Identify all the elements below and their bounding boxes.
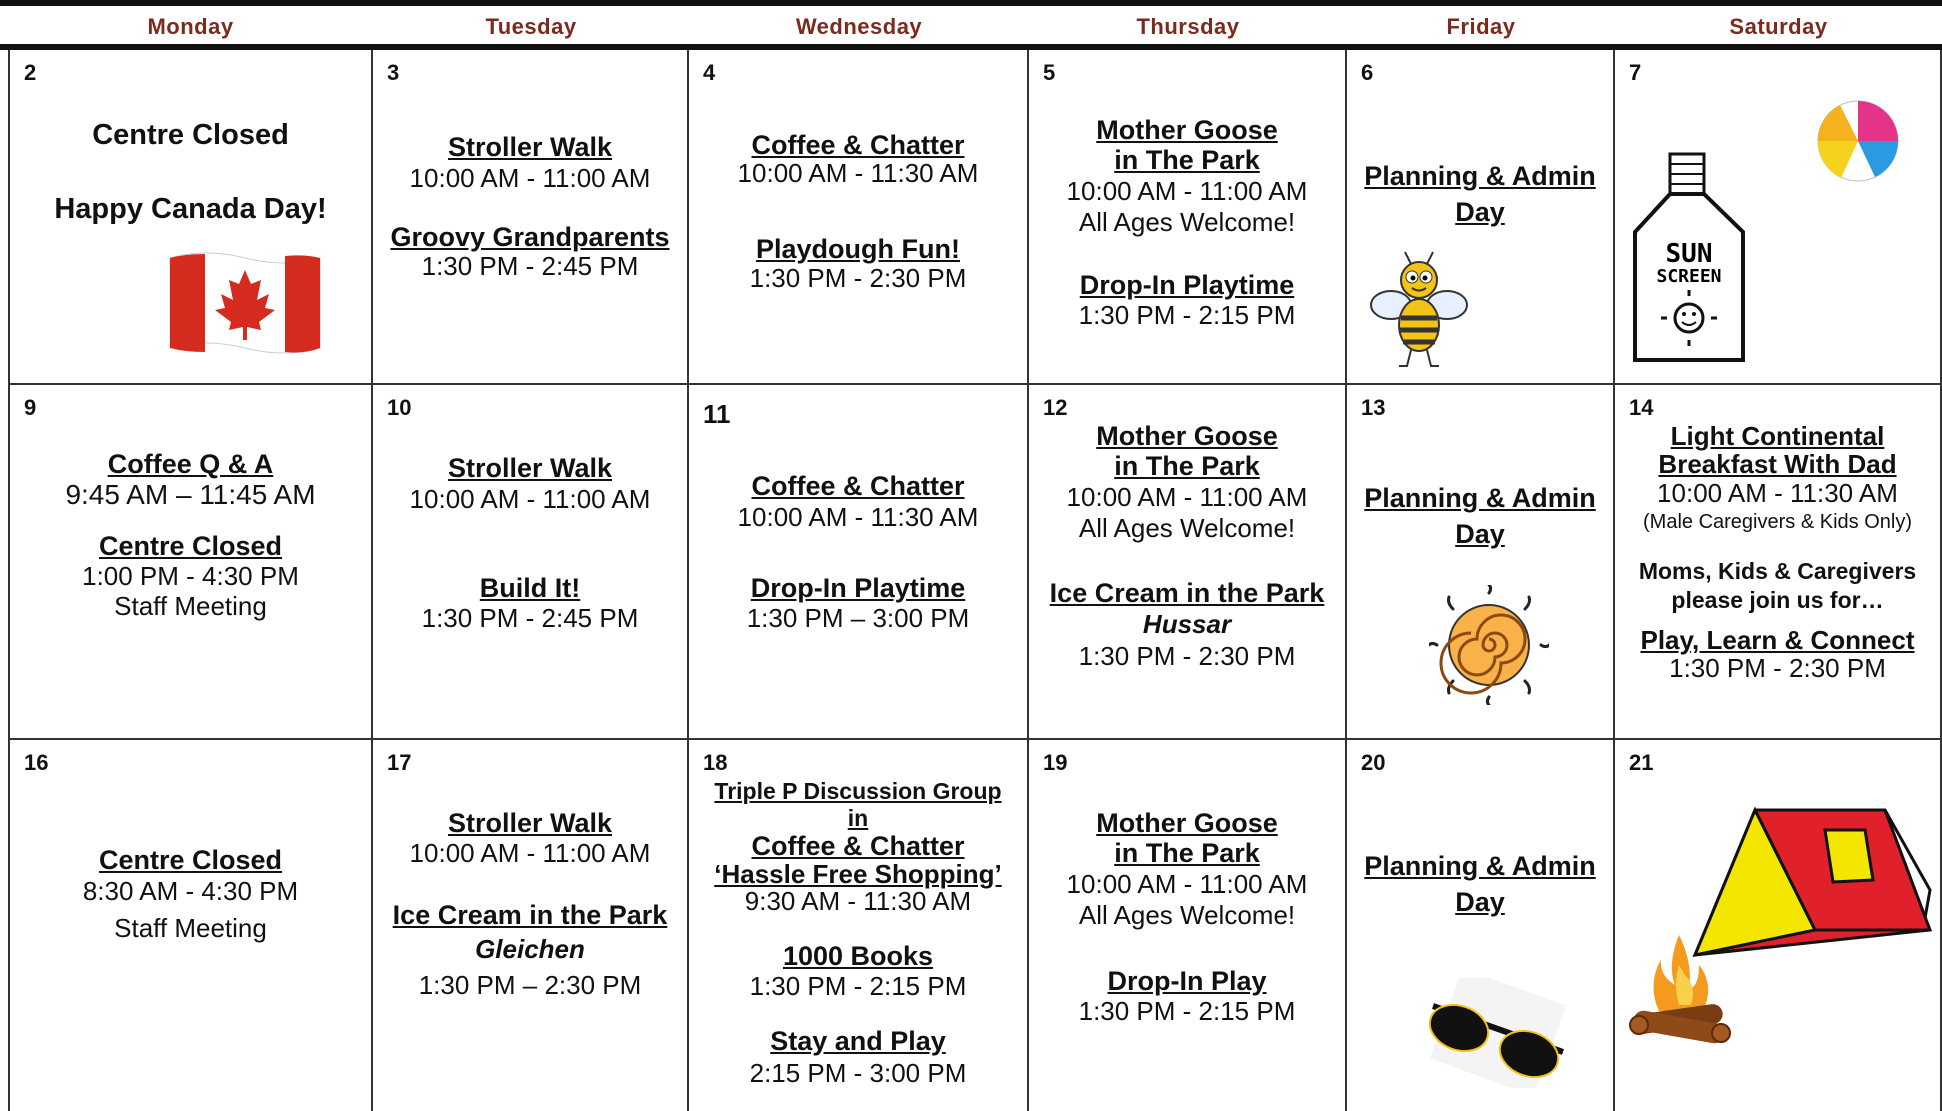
date-number: 6: [1361, 60, 1374, 85]
event-title: Day: [1455, 519, 1505, 549]
event-time: 10:00 AM - 11:30 AM: [737, 502, 979, 532]
weekday-saturday: Saturday: [1729, 14, 1828, 39]
sunglasses-icon: [1423, 978, 1573, 1088]
day-cell-21: [1615, 740, 1942, 1111]
day-cell-17: [373, 740, 689, 1111]
date-number: 14: [1629, 395, 1654, 420]
event-time: 1:30 PM - 2:45 PM: [421, 251, 639, 281]
day-cell-14: [1615, 385, 1942, 740]
date-number: 21: [1629, 750, 1654, 775]
event-time: 1:30 PM - 2:30 PM: [1078, 641, 1296, 671]
event-title: Coffee & Chatter: [751, 471, 965, 501]
event-location: Gleichen: [475, 934, 585, 964]
day-cell-11: [689, 385, 1029, 740]
event-title: Build It!: [479, 573, 581, 603]
event-time: 1:30 PM - 2:15 PM: [1078, 996, 1296, 1026]
event-title: Centre Closed: [98, 531, 283, 561]
event-title: Centre Closed: [92, 119, 289, 151]
event-title: Triple P Discussion Group: [714, 778, 1002, 804]
day-cell-2: [8, 50, 373, 385]
weekday-wednesday: Wednesday: [795, 14, 923, 39]
day-cell-20: [1347, 740, 1615, 1111]
date-number: 2: [24, 60, 37, 85]
holiday-label: Happy Canada Day!: [54, 193, 327, 225]
event-time: 10:00 AM - 11:30 AM: [1657, 478, 1898, 508]
date-number: 4: [703, 60, 716, 85]
event-time: 1:30 PM - 2:30 PM: [749, 263, 967, 293]
event-title: Centre Closed: [98, 845, 283, 875]
event-title: Groovy Grandparents: [390, 222, 670, 252]
event-time: 1:30 PM – 2:30 PM: [418, 970, 642, 1000]
date-number: 11: [703, 399, 731, 429]
event-title: in The Park: [1114, 451, 1260, 481]
event-time: 2:15 PM - 3:00 PM: [749, 1058, 967, 1088]
event-time: 8:30 AM - 4:30 PM: [82, 876, 299, 906]
event-time: 1:00 PM - 4:30 PM: [82, 561, 299, 591]
event-title: Mother Goose: [1096, 421, 1278, 451]
day-cell-5: [1029, 50, 1347, 385]
event-time: 9:30 AM - 11:30 AM: [744, 886, 972, 916]
weekday-header: [0, 6, 1942, 46]
event-note: Staff Meeting: [114, 913, 267, 943]
event-note: All Ages Welcome!: [1078, 513, 1296, 543]
event-title: Drop-In Play: [1107, 966, 1267, 996]
sun-icon: [1429, 585, 1549, 705]
date-number: 5: [1043, 60, 1056, 85]
event-note: Moms, Kids & Caregivers: [1638, 558, 1917, 584]
event-title: Planning & Admin: [1364, 483, 1596, 513]
event-title: Ice Cream in the Park: [392, 900, 668, 930]
event-title: Coffee Q & A: [107, 449, 274, 479]
event-note: All Ages Welcome!: [1078, 900, 1296, 930]
event-title: Stroller Walk: [447, 808, 613, 838]
event-title: in The Park: [1114, 145, 1260, 175]
weekday-thursday: Thursday: [1136, 14, 1240, 39]
day-cell-6: [1347, 50, 1615, 385]
event-time: 10:00 AM - 11:30 AM: [737, 158, 979, 188]
sunscreen-label-sun: SUN: [1665, 239, 1713, 269]
day-cell-16: [8, 740, 373, 1111]
event-title: Playdough Fun!: [756, 234, 960, 264]
date-number: 20: [1361, 750, 1386, 775]
canada-flag-icon: [165, 248, 325, 358]
event-time: 10:00 AM - 11:00 AM: [1066, 869, 1308, 899]
event-time: 10:00 AM - 11:00 AM: [409, 163, 651, 193]
event-note: (Male Caregivers & Kids Only): [1643, 511, 1912, 533]
date-number: 10: [387, 395, 412, 420]
weekday-tuesday: Tuesday: [485, 14, 577, 39]
event-title: Coffee & Chatter: [751, 130, 965, 160]
bee-icon: [1369, 250, 1469, 370]
event-note: All Ages Welcome!: [1078, 207, 1296, 237]
event-title: Planning & Admin: [1364, 851, 1596, 881]
day-cell-9: [8, 385, 373, 740]
event-title: Drop-In Playtime: [1079, 270, 1295, 300]
event-title: Planning & Admin: [1364, 161, 1596, 191]
event-title: Coffee & Chatter: [751, 831, 965, 861]
event-title: Stroller Walk: [447, 453, 613, 483]
event-time: 9:45 AM – 11:45 AM: [65, 479, 316, 510]
event-title: Light Continental: [1670, 421, 1885, 451]
event-title: Play, Learn & Connect: [1640, 625, 1915, 655]
event-note: Staff Meeting: [114, 591, 267, 621]
day-cell-4: [689, 50, 1029, 385]
day-cell-13: [1347, 385, 1615, 740]
day-cell-18: [689, 740, 1029, 1111]
event-title: Ice Cream in the Park: [1049, 578, 1325, 608]
event-time: 1:30 PM - 2:15 PM: [749, 971, 967, 1001]
event-title: in: [847, 805, 869, 831]
date-number: 12: [1043, 395, 1068, 420]
beach-ball-icon: [1815, 98, 1901, 184]
event-time: 10:00 AM - 11:00 AM: [1066, 176, 1308, 206]
event-title: Day: [1455, 197, 1505, 227]
event-title: Mother Goose: [1096, 115, 1278, 145]
calendar-grid: [8, 50, 1942, 1111]
event-time: 10:00 AM - 11:00 AM: [409, 838, 651, 868]
date-number: 16: [24, 750, 49, 775]
day-cell-3: [373, 50, 689, 385]
event-title: 1000 Books: [782, 941, 934, 971]
sunscreen-label-screen: SCREEN: [1656, 266, 1722, 287]
date-number: 19: [1043, 750, 1068, 775]
event-title: Breakfast With Dad: [1658, 449, 1897, 479]
sunscreen-bottle-icon: [1625, 150, 1755, 370]
date-number: 7: [1629, 60, 1642, 85]
event-time: 1:30 PM - 2:45 PM: [421, 603, 639, 633]
date-number: 3: [387, 60, 400, 85]
event-time: 10:00 AM - 11:00 AM: [1066, 482, 1308, 512]
weekday-friday: Friday: [1446, 14, 1516, 39]
date-number: 9: [24, 395, 37, 420]
event-title: Day: [1455, 887, 1505, 917]
weekday-monday: Monday: [147, 14, 234, 39]
event-title: Stroller Walk: [447, 132, 613, 162]
event-time: 1:30 PM - 2:30 PM: [1669, 653, 1886, 683]
day-cell-10: [373, 385, 689, 740]
date-number: 17: [387, 750, 412, 775]
event-title: in The Park: [1114, 838, 1260, 868]
event-title: ‘Hassle Free Shopping’: [714, 859, 1002, 889]
event-location: Hussar: [1142, 609, 1232, 639]
date-number: 13: [1361, 395, 1386, 420]
day-cell-7: [1615, 50, 1942, 385]
day-cell-19: [1029, 740, 1347, 1111]
event-note: please join us for…: [1671, 587, 1884, 613]
event-title: Stay and Play: [770, 1026, 946, 1056]
date-number: 18: [703, 750, 728, 775]
campfire-icon: [1619, 925, 1739, 1055]
day-cell-12: [1029, 385, 1347, 740]
event-time: 10:00 AM - 11:00 AM: [409, 484, 651, 514]
event-time: 1:30 PM - 2:15 PM: [1078, 300, 1296, 330]
event-title: Drop-In Playtime: [750, 573, 966, 603]
event-time: 1:30 PM – 3:00 PM: [746, 603, 970, 633]
event-title: Mother Goose: [1096, 808, 1278, 838]
